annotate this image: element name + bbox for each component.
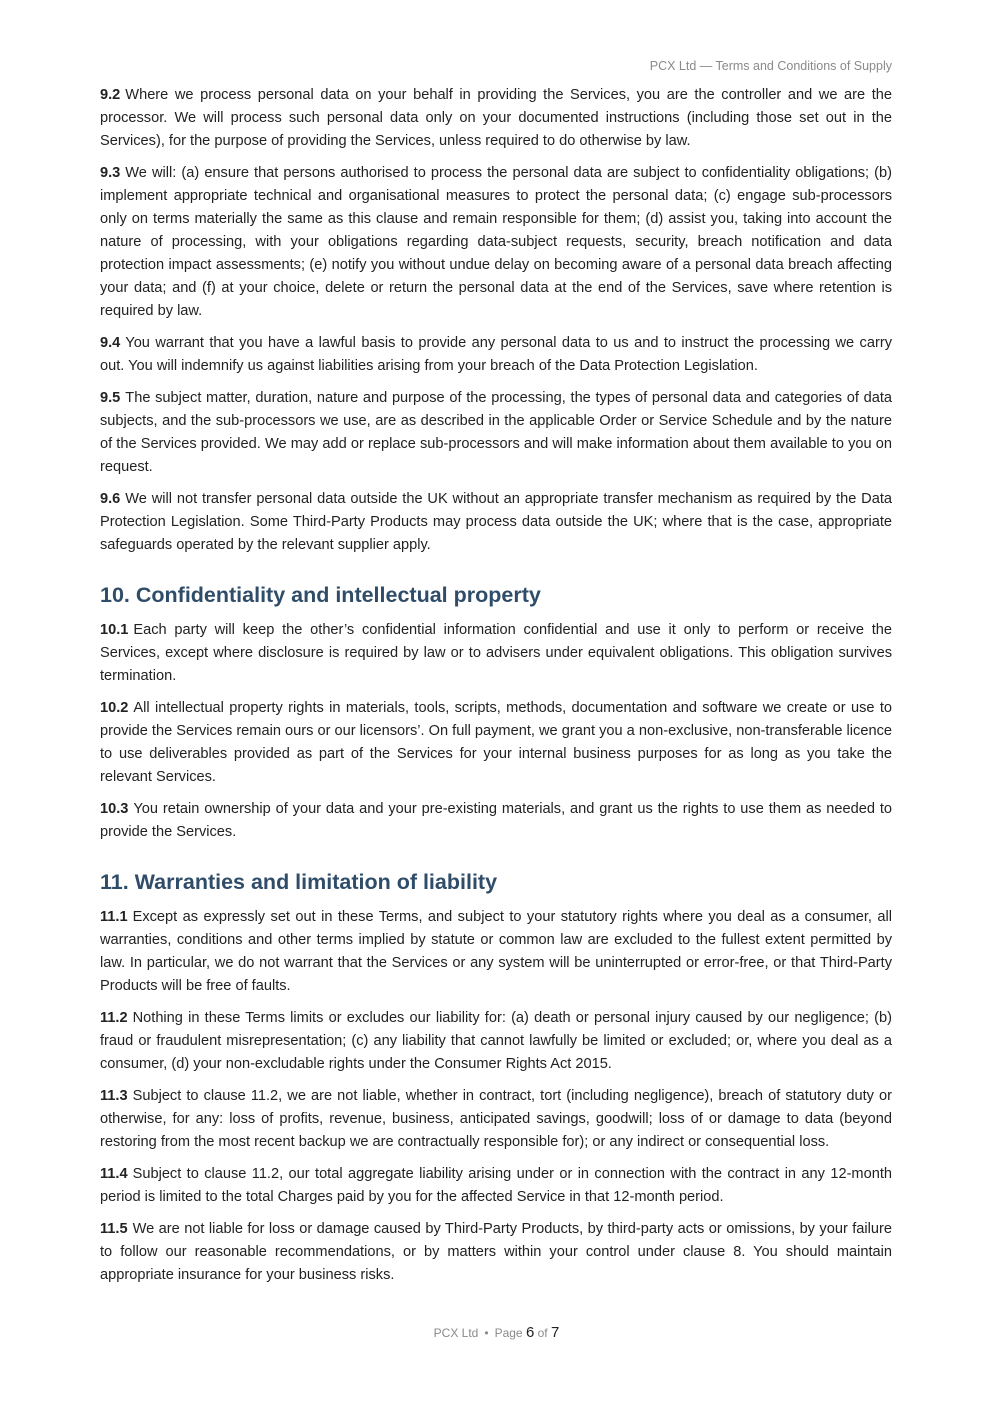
clause-text: All intellectual property rights in materials, tools, scripts, methods, documentation and software we create or use to provide the Services remain ours or our licensors’. On full payment, we grant you a non-exclusive, non-transferable licence to use deliverables provided as part of the Services for your internal business purposes for as long as you take the relevant Services. xyxy=(100,700,892,785)
footer-page-label: Page xyxy=(494,1326,523,1340)
section-heading: 10. Confidentiality and intellectual property xyxy=(100,583,541,607)
clause-number: 10.2 xyxy=(100,700,129,716)
clause xyxy=(100,798,892,844)
clause-number: 11.1 xyxy=(100,909,128,925)
clause-number: 9.2 xyxy=(100,87,121,103)
clause-text: Nothing in these Terms limits or excludes our liability for: (a) death or personal injury caused by our negligence; (b) fraud or fraudulent misrepresentation; (c) any liability that cannot lawfully be limited or excluded; or, where you deal as a consumer, (d) your non-excludable rights under the Consumer Rights Act 2015. xyxy=(100,1010,892,1072)
footer-separator: • xyxy=(484,1326,489,1340)
clause-number: 11.3 xyxy=(100,1088,128,1104)
section-11 xyxy=(100,868,892,1287)
clause xyxy=(100,619,892,688)
section-9-continued xyxy=(100,84,892,557)
footer-page-current: 6 xyxy=(525,1324,535,1341)
clause-text: You retain ownership of your data and your pre-existing materials, and grant us the rights to use them as needed to provide the Services. xyxy=(100,801,892,840)
clause-number: 11.5 xyxy=(100,1221,128,1237)
clause-number: 9.5 xyxy=(100,390,121,406)
clause-number: 10.3 xyxy=(100,801,129,817)
footer-of-label: of xyxy=(537,1326,548,1340)
clause-text: Each party will keep the other’s confidential information confidential and use it only to perform or receive the Services, except where disclosure is required by law or to advisers under equivalent obligations. This obligation survives termination. xyxy=(100,622,892,684)
running-header: PCX Ltd — Terms and Conditions of Supply xyxy=(649,59,892,73)
clause xyxy=(100,697,892,789)
clause xyxy=(100,1163,892,1209)
clause-number: 9.6 xyxy=(100,491,121,507)
section-10 xyxy=(100,581,892,844)
page-footer xyxy=(0,1324,993,1341)
section-heading: 11. Warranties and limitation of liability xyxy=(100,870,498,894)
clause-number: 11.4 xyxy=(100,1166,128,1182)
clause-number: 10.1 xyxy=(100,622,129,638)
clause xyxy=(100,84,892,153)
clause xyxy=(100,387,892,479)
clause-text: The subject matter, duration, nature and purpose of the processing, the types of personal data and categories of data subjects, and the sub-processors we use, are as described in the applicable Order or Service Schedule and by the nature of the Services provided. We may add or replace sub-processors and will make information about them available to you on request. xyxy=(100,390,892,475)
clause-text: We will: (a) ensure that persons authorised to process the personal data are subject to confidentiality obligations; (b) implement appropriate technical and organisational measures to protect the personal data; (c) engage sub-processors only on terms materially the same as this clause and remain responsible for them; (d) assist you, taking into account the nature of processing, with your obligations regarding data-subject requests, security, breach notification and data protection impact assessments; (e) notify you without undue delay on becoming aware of a personal data breach affecting your data; and (f) at your choice, delete or return the personal data at the end of the Services, save where retention is required by law. xyxy=(100,165,892,319)
clause xyxy=(100,1007,892,1076)
clause xyxy=(100,1085,892,1154)
clause-number: 9.3 xyxy=(100,165,121,181)
clause xyxy=(100,332,892,378)
footer-page-total: 7 xyxy=(550,1324,560,1341)
clause xyxy=(100,488,892,557)
clause-text: You warrant that you have a lawful basis to provide any personal data to us and to instruct the processing we carry out. You will indemnify us against liabilities arising from your breach of the Data Protection Legislation. xyxy=(100,335,892,374)
clause-text: We will not transfer personal data outside the UK without an appropriate transfer mechanism as required by the Data Protection Legislation. Some Third-Party Products may process data outside the UK; where that is the case, appropriate safeguards operated by the relevant supplier apply. xyxy=(100,491,892,553)
clause xyxy=(100,1218,892,1287)
clause-text: Where we process personal data on your behalf in providing the Services, you are the controller and we are the processor. We will process such personal data only on your documented instructions (including those set out in the Services), for the purpose of providing the Services, unless required to do otherwise by law. xyxy=(100,87,892,149)
clause-text: Except as expressly set out in these Terms, and subject to your statutory rights where you deal as a consumer, all warranties, conditions and other terms implied by statute or common law are excluded to the fullest extent permitted by law. In particular, we do not warrant that the Services or any system will be uninterrupted or error-free, or that Third-Party Products will be free of faults. xyxy=(100,909,892,994)
clause-text: We are not liable for loss or damage caused by Third-Party Products, by third-party acts or omissions, by your failure to follow our reasonable recommendations, or by matters within your control under clause 8. You should maintain appropriate insurance for your business risks. xyxy=(100,1221,892,1283)
footer-company: PCX Ltd xyxy=(433,1326,479,1340)
page-content xyxy=(100,84,892,1296)
clause-text: Subject to clause 11.2, our total aggregate liability arising under or in connection with the contract in any 12-month period is limited to the total Charges paid by you for the affected Service in that 12-month period. xyxy=(100,1166,892,1205)
clause-number: 9.4 xyxy=(100,335,121,351)
clause-text: Subject to clause 11.2, we are not liable, whether in contract, tort (including negligence), breach of statutory duty or otherwise, for any: loss of profits, revenue, business, anticipated savings, goodwill; loss of or damage to data (beyond restoring from the most recent backup we are contractually responsible for); or any indirect or consequential loss. xyxy=(100,1088,892,1150)
clause xyxy=(100,162,892,323)
clause xyxy=(100,906,892,998)
clause-number: 11.2 xyxy=(100,1010,128,1026)
